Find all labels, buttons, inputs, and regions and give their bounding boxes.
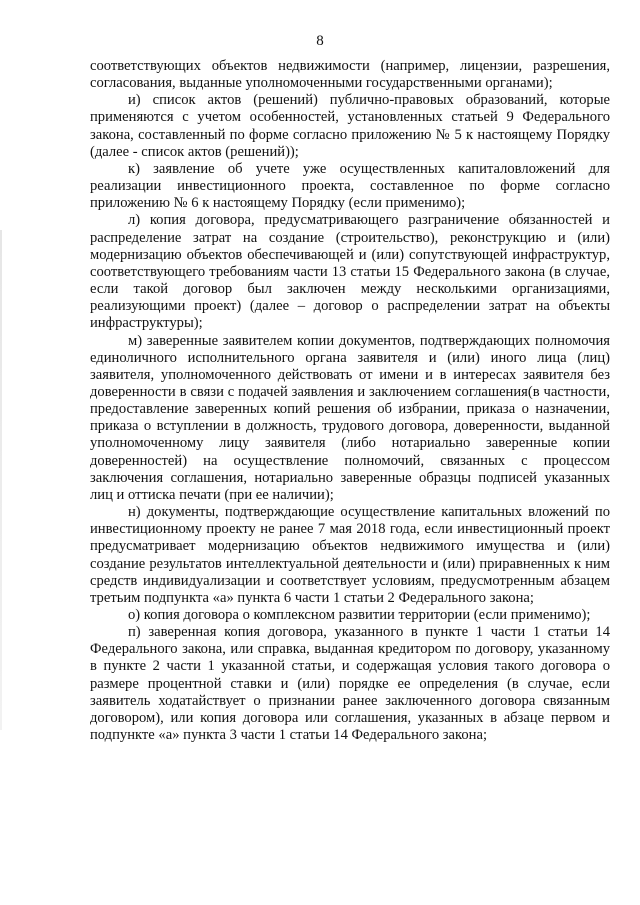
paragraph-item-n: н) документы, подтверждающие осуществление капитальных вложений по инвестиционному проекту не ранее 7 мая 2018 года, если инвестиционный проект предусматривает модернизацию объектов недвижимого имущества и (или) создание результатов интеллектуальной деятельности и (или) приравненных к ним средств индивидуализации и соответствует условиям, предусмотренным абзацем третьим подпункта «а» пункта 6 части 1 статьи 2 Федерального закона; (90, 504, 610, 606)
paragraph-item-i: и) список актов (решений) публично-правовых образований, которые применяются с учетом особенностей, установленных статьей 9 Федерального закона, составленный по форме согласно приложению № 5 к настоящему Порядку (далее - список актов (решений)); (90, 92, 610, 160)
document-body (90, 58, 610, 744)
paragraph-item-p: п) заверенная копия договора, указанного в пункте 1 части 1 статьи 14 Федерального закона, или справка, выданная кредитором по договору, указанному в пункте 2 части 1 указанной статьи, и содержащая условия такого договора о размере процентной ставки и (или) порядке ее определения (в случае, если заявитель ходатайствует о признании ранее заключенного договора связанным договором), или копия договора или соглашения, указанных в абзаце первом и подпункте «а» пункта 3 части 1 статьи 14 Федерального закона; (90, 624, 610, 744)
scan-edge-mark (0, 230, 2, 730)
paragraph-item-k: к) заявление об учете уже осуществленных капиталовложений для реализации инвестиционного проекта, составленное по форме согласно приложению № 6 к настоящему Порядку (если применимо); (90, 160, 610, 212)
paragraph-continuation: соответствующих объектов недвижимости (например, лицензии, разрешения, согласования, выданные уполномоченными государственными органами); (90, 58, 610, 92)
paragraph-item-l: л) копия договора, предусматривающего разграничение обязанностей и распределение затрат на создание (строительство), реконструкцию и (или) модернизацию объектов обеспечивающей и (или) сопутствующей инфраструктур, соответствующего требованиям части 13 статьи 15 Федерального закона (в случае, если такой договор был заключен между несколькими организациями, реализующими проект) (далее – договор о распределении затрат на объекты инфраструктуры); (90, 212, 610, 332)
page-number: 8 (316, 33, 324, 49)
paragraph-item-o: о) копия договора о комплексном развитии территории (если применимо); (128, 607, 591, 623)
paragraph-item-m: м) заверенные заявителем копии документов, подтверждающих полномочия единоличного исполнительного органа заявителя и (или) иного лица (лиц) заявителя, уполномоченного действовать от имени и в интересах заявителя без доверенности в связи с подачей заявления и заключением соглашения(в частности, предоставление заверенных копий решения об избрании, приказа о назначении, приказа о вступлении в должность, трудового договора, доверенности, выданной уполномоченному лицу заявителя (либо нотариально заверенные копии доверенностей) на осуществление полномочий, связанных с процессом заключения соглашения, нотариально заверенные образцы подписей указанных лиц и оттиска печати (при ее наличии); (90, 332, 610, 503)
